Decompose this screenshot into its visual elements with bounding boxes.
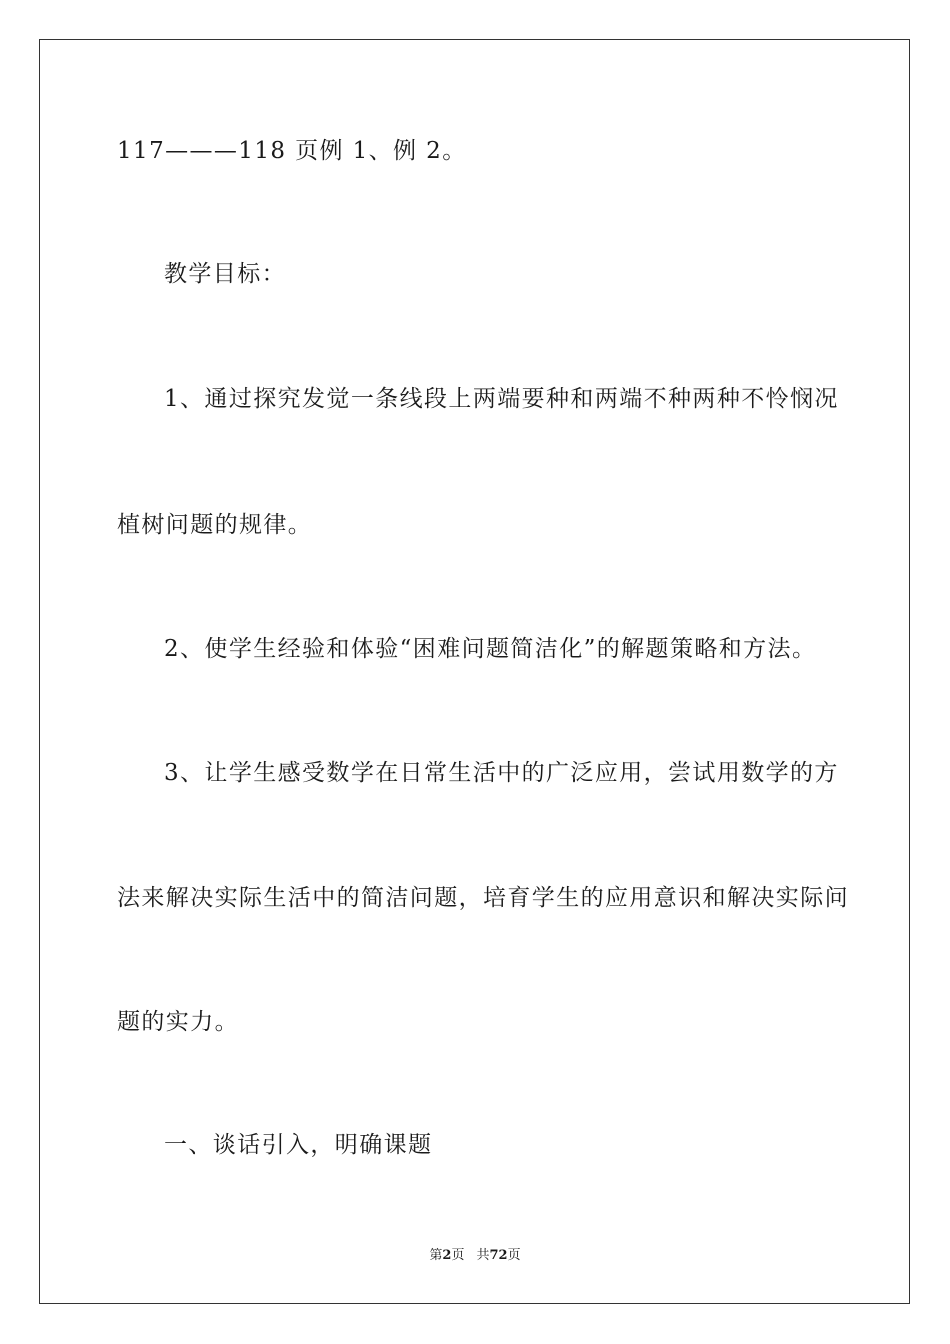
text-line-1: 117———118 页例 1、例 2。: [117, 138, 467, 164]
footer-page-suffix: 页: [451, 1248, 465, 1263]
objective-1-line-1: 1、通过探究发觉一条线段上两端要种和两端不种两种不怜悯况: [164, 386, 839, 412]
objective-1-line-2: 植树问题的规律。: [117, 512, 313, 538]
footer-page-prefix: 第: [429, 1248, 443, 1263]
objective-3-line-2: 法来解决实际生活中的简洁问题，培育学生的应用意识和解决实际问: [117, 885, 849, 911]
section-heading-objectives: 教学目标：: [164, 261, 286, 287]
objective-2: 2、使学生经验和体验“困难问题简洁化”的解题策略和方法。: [164, 636, 817, 662]
page-footer: [0, 1247, 950, 1265]
section-heading-intro: 一、谈话引入，明确课题: [164, 1132, 433, 1158]
footer-total-prefix: 共: [476, 1248, 490, 1263]
footer-total-suffix: 页: [507, 1248, 521, 1263]
page-border: [39, 39, 910, 1304]
footer-page-number: 2: [442, 1248, 452, 1263]
objective-3-line-3: 题的实力。: [117, 1009, 239, 1035]
objective-3-line-1: 3、让学生感受数学在日常生活中的广泛应用，尝试用数学的方: [164, 760, 839, 786]
footer-total-pages: 72: [489, 1248, 508, 1263]
